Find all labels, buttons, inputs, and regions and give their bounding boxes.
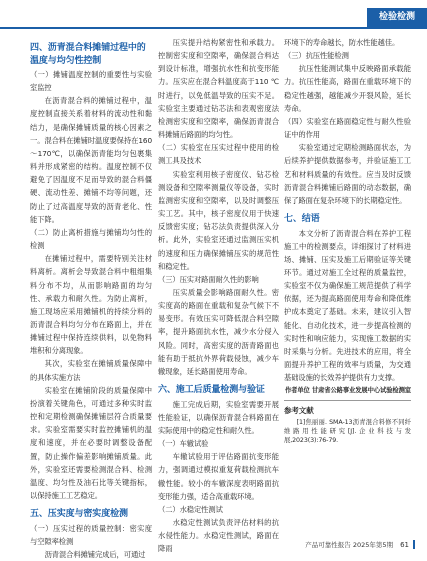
subsection-title: （二）防止离析措施与摊铺均匀性的检测 <box>30 227 152 251</box>
page-header <box>0 0 427 30</box>
column-1 <box>30 36 152 561</box>
paragraph: 沥青混合料摊铺完成后，可通过 <box>44 549 146 559</box>
paragraph: 在沥青混合料的摊铺过程中，温度控制直接关系着材料的流动性和黏结力，是确保摊铺质量的核心因素之一。混合料在摊铺时温度要保持在160～170℃，以确保沥青能均匀包裹集料并形成紧密的结构。温度控制不仅避免了因温度不足而导致的混合料僵硬、流动性差、摊铺不均等问题，还防止了过高温度导致的沥青老化、性能下降。 <box>30 96 152 224</box>
references-title: 参考文献 <box>284 400 411 417</box>
subsection-title: （三）抗压性能检测 <box>284 51 349 61</box>
section-6-title: 六、施工后质量检测与验证 <box>158 385 265 396</box>
section-4-title: 四、沥青混合料摊铺过程中的温度与均匀性控制 <box>30 43 146 66</box>
footer-divider <box>413 540 415 549</box>
header-rule <box>0 27 427 29</box>
subsection-title: （三）压实对路面耐久性的影响 <box>158 274 259 284</box>
paragraph: 本文分析了沥青混合料在养护工程施工中的检测要点，详细探讨了材料进场、摊铺、压实及施工后期验证等关键环节。通过对施工全过程的质量监控，实验室不仅为确保施工规范提供了科学依据，还为提高路面使用寿命和降低维护成本奠定了基础。未来，建议引入智能化、自动化技术，进一步提高检测的实时性和响应能力，实现施工数据的实时采集与分析。先进技术的应用，将全面提升养护工程的效率与质量，为交通基础设施的长效养护提供有力支撑。 <box>284 228 411 383</box>
paragraph: 抗压性能测试集中反映路面承载能力。抗压性能高，路面在重载环境下的稳定性越强，越能减少开裂风险，延长寿命。 <box>284 64 411 113</box>
subsection-title: （二）水稳定性测试 <box>158 504 223 514</box>
column-2 <box>158 36 279 555</box>
subsection-title: （一）车辙试验 <box>158 439 209 449</box>
subsection-title: （二）实验室在压实过程中使用的检测工具及技术 <box>158 143 279 166</box>
section-5-title: 五、压实度与密实度检测 <box>30 509 128 520</box>
page-number: 61 <box>400 541 409 549</box>
subsection-title: （一）压实过程的质量控制：密实度与空隙率检测 <box>30 523 152 546</box>
paragraph: 实验室通过定期检测路面状态，为后续养护提供数据参考，并验证施工工艺和材料质量的有效性。应当及时反馈沥青混合料摊铺后路面的动态数据，确保了路面在复杂环境下的长期稳定性。 <box>284 143 411 205</box>
section-tag: 检验检测 <box>367 8 427 27</box>
journal-issue: 产品可靠性报告 2025年第5期 <box>305 541 393 549</box>
section-7-title: 七、结语 <box>284 214 320 225</box>
paragraph: 其次，实验室在摊铺质量保障中的具体实施方法 <box>30 359 152 382</box>
paragraph: 在摊铺过程中，需要特别关注材料离析。离析会导致混合料中粗细集料分布不均，从而影响路面的均匀性、承载力和耐久性。为防止离析，施工现场应采用摊铺机的持续分料的沥青混合料均匀分布在路面上，并在摊铺过程中保持连续供料，以免物料堆积和分离现象。 <box>30 254 152 356</box>
page-footer <box>0 530 427 558</box>
paragraph: 压实质量会影响路面耐久性。密实度高的路面在重载和复杂气候下不易变形。有效压实可降低混合料空隙率，提升路面抗水性，减少水分侵入风险。同时，高密实度的沥青路面也能有助于抵抗外界荷载侵蚀，减少车辙现象，延长路面使用寿命。 <box>158 287 279 376</box>
paragraph: 实验室在摊铺阶段的质量保障中扮演着关键角色，可通过多种实时监控和定期检测确保摊铺层符合质量要求。实验室需要实时监控摊铺机的温度和速度，并在必要时调整设备配置，防止操作偏差影响摊铺质量。此外，实验室还需要检测混合料、检测温度、均匀性及油石比等关键指标，以保持施工工艺稳定。 <box>30 385 152 500</box>
paragraph: 水稳定性测试负责评估材料的抗水侵性能力。水稳定性测试，路面在降雨 <box>158 517 279 554</box>
paragraph: 压实提升结构紧密性和承载力。控制密实度和空隙率，确保混合料达到设计标准，增强抗水性和抗变形能力。压实应在混合料温度高于110 ℃时进行，以免低温导致的压实不足。实验室主要通过钻芯法和表观密度法检测密实度和空隙率，确保沥青混合料摊铺后路面的均匀性。 <box>158 38 279 140</box>
paragraph: 施工完成后期，实验室需要开展性能验证，以确保沥青混合料路面在实际使用中的稳定性和耐久性。 <box>158 399 279 435</box>
paragraph: 实验室利用核子密度仪、钻芯检测设备和空隙率测量仪等设备，实时监测密实度和空隙率，以及时调整压实工艺。其中，核子密度仪用于快速反馈密实度；钻芯法负责提供深入分析。此外，实验室还通过监测压实机的速度和压力确保摊铺压实的规范性和稳定性。 <box>158 169 279 271</box>
author-affiliation: 作者单位 甘肃省公路事业发展中心试验检测室 <box>284 387 411 395</box>
paragraph: 环境下的寿命越长，防水性能越佳。 <box>284 38 400 47</box>
paragraph: 车辙试验用于评估路面抗变形能力，强调通过模拟重复荷载检测抗车辙性能。较小的车辙深度表明路面抗变形能力强，适合高重载环境。 <box>158 452 279 501</box>
subsection-title: （四）实验室在路面稳定性与耐久性验证中的作用 <box>284 116 411 140</box>
subsection-title: （一）摊铺温度控制的重要性与实验室监控 <box>30 70 152 93</box>
column-3 <box>284 36 411 445</box>
reference-item: [1]焦丽丽. SMA-13沥青混合料修不同纤维路用性能研究[J].企业科技与发展,2023(3):76-79. <box>284 418 411 444</box>
